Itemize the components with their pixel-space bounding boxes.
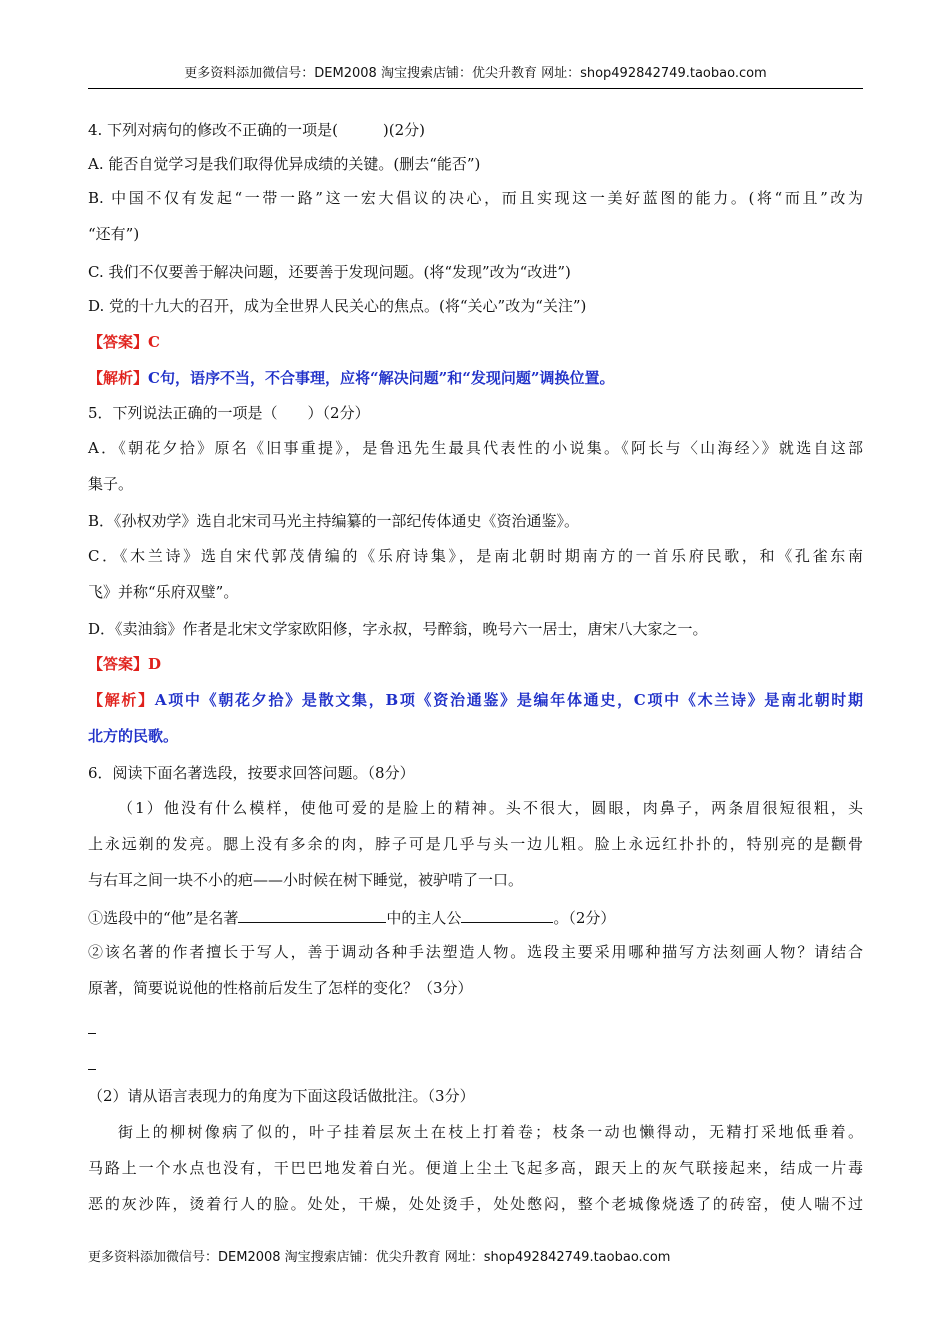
answer-tag: 【答案】 [88,333,149,351]
q5-answer [88,654,161,674]
answer-line-2[interactable] [88,1069,96,1070]
q4-option-b-line1: B. 中国不仅有发起“一带一路”这一宏大倡议的决心，而且实现这一美好蓝图的能力。(将“而且”改为 [88,189,863,207]
q4-option-d: D. 党的十九大的召开，成为全世界人民关心的焦点。(将“关心”改为“关注”) [88,297,587,315]
q4-explanation [88,368,614,388]
q6-passage1-line1: （1）他没有什么模样，使他可爱的是脸上的精神。头不很大，圆眼，肉鼻子，两条眉很短很粗，头 [118,799,863,817]
q6-passage2-line2: 马路上一个水点也没有，干巴巴地发着白光。便道上尘土飞起多高，跟天上的灰气联接起来，结成一片毒 [88,1159,863,1177]
answer-tag: 【答案】 [88,655,149,673]
q6-subquestion-2-line2: 原著，简要说说他的性格前后发生了怎样的变化？（3分） [88,979,473,997]
explanation-text-cont: 北方的民歌。 [88,727,179,745]
subq1-middle: 中的主人公 [386,909,462,927]
q4-option-b-line2: “还有”) [88,225,140,243]
explanation-text: C句，语序不当，不合事理，应将“解决问题”和“发现问题”调换位置。 [148,369,615,387]
q5-option-a-line2: 集子。 [88,475,134,493]
page-header [88,64,863,89]
q6-subquestion-1 [88,906,615,928]
q6-passage1-line2: 上永远剃的发亮。腮上没有多余的肉，脖子可是几乎与头一边儿粗。脸上永远红扑扑的，特别亮的是颧骨 [88,835,863,853]
q5-option-d: D．《卖油翁》作者是北宋文学家欧阳修，字永叔，号醉翁，晚号六一居士，唐宋八大家之一。 [88,620,708,638]
q6-passage2-line1: 街上的柳树像病了似的，叶子挂着层灰土在枝上打着卷；枝条一动也懒得动，无精打采地低垂着。 [118,1123,863,1141]
q4-option-c: C. 我们不仅要善于解决问题，还要善于发现问题。(将“发现”改为“改进”) [88,263,571,281]
answer-value: C [148,333,160,351]
q5-explanation-line2 [88,726,178,746]
q4-option-a: A. 能否自觉学习是我们取得优异成绩的关键。(删去“能否”) [88,155,481,173]
q5-option-a-line1: A．《朝花夕拾》原名《旧事重提》，是鲁迅先生最具代表性的小说集。《阿长与〈山海经〉》就选自这部 [88,439,863,457]
q5-option-c-line1: C．《木兰诗》选自宋代郭茂倩编的《乐府诗集》，是南北朝时期南方的一首乐府民歌，和《孔雀东南 [88,547,863,565]
explanation-tag: 【解析】 [88,369,149,387]
answer-line-1[interactable] [88,1033,96,1034]
protagonist-blank[interactable] [461,906,553,923]
q5-explanation-line1 [88,690,863,710]
q5-stem: 5．下列说法正确的一项是（ ）（2分） [88,404,370,422]
explanation-text: A项中《朝花夕拾》是散文集，B项《资治通鉴》是编年体通史，C项中《木兰诗》是南北朝时期 [154,691,863,709]
header-text: 更多资料添加微信号：DEM2008 淘宝搜索店铺：优尖升教育 网址：shop492842749.taobao.com [184,66,767,81]
q4-stem: 4. 下列对病句的修改不正确的一项是( )(2分) [88,121,426,139]
subq1-prefix: ①选段中的“他”是名著 [88,909,239,927]
q6-part2-stem: （2）请从语言表现力的角度为下面这段话做批注。（3分） [88,1087,475,1105]
footer-text: 更多资料添加微信号：DEM2008 淘宝搜索店铺：优尖升教育 网址：shop492842749.taobao.com [88,1250,671,1265]
q6-subquestion-2-line1: ②该名著的作者擅长于写人，善于调动各种手法塑造人物。选段主要采用哪种描写方法刻画人物？请结合 [88,943,863,961]
q5-option-b: B．《孙权劝学》选自北宋司马光主持编纂的一部纪传体通史《资治通鉴》。 [88,512,580,530]
explanation-tag: 【解析】 [88,691,155,709]
q6-passage2-line3: 恶的灰沙阵，烫着行人的脸。处处，干燥，处处烫手，处处憋闷，整个老城像烧透了的砖窑，使人喘不过 [88,1195,863,1213]
book-title-blank[interactable] [238,906,386,923]
answer-value: D [148,655,162,673]
subq1-suffix: 。（2分） [553,909,616,927]
q6-passage1-line3: 与右耳之间一块不小的疤——小时候在树下睡觉，被驴啃了一口。 [88,871,524,889]
q4-answer [88,332,160,352]
q5-option-c-line2: 飞》并称“乐府双璧”。 [88,583,239,601]
page-footer [88,1248,863,1268]
q6-stem: 6．阅读下面名著选段，按要求回答问题。（8分） [88,764,415,782]
